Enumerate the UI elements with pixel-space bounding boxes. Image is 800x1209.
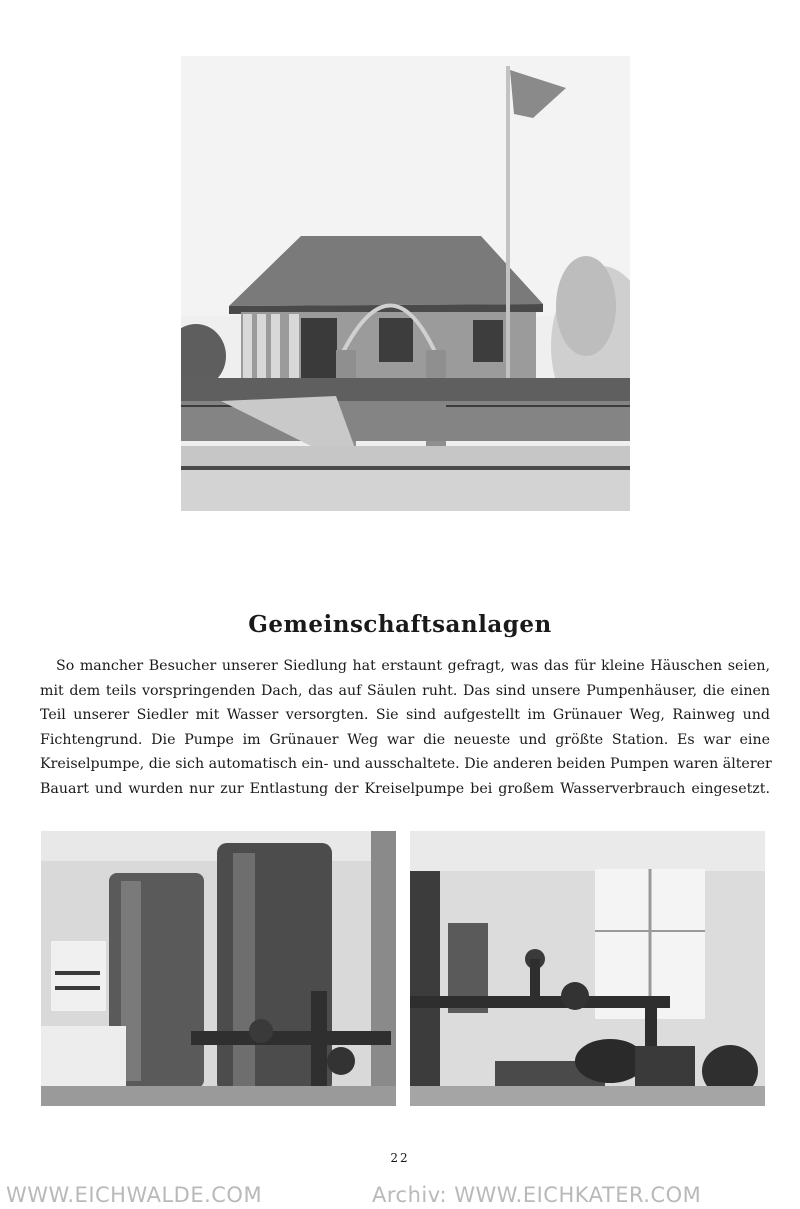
paragraph-line: Fichtengrund. Die Pumpe im Grünauer Weg war die neueste und größte Station. Es war eine bbox=[40, 731, 770, 748]
footer-watermark-left: WWW.EICHWALDE.COM bbox=[6, 1183, 263, 1207]
paragraph-line: mit dem teils vorspringenden Dach, das auf Säulen ruht. Das sind unsere Pumpenhäuser, die einen bbox=[40, 682, 770, 699]
footer-watermark-right: Archiv: WWW.EICHKATER.COM bbox=[372, 1183, 702, 1207]
page-number: 22 bbox=[390, 1151, 410, 1165]
pressure-tanks-image bbox=[41, 831, 396, 1106]
pump-house-image bbox=[181, 56, 630, 511]
centrifugal-pump-photo bbox=[410, 831, 765, 1106]
paragraph-line: Bauart und wurden nur zur Entlastung der Kreiselpumpe bei großem Wasserverbrauch eingesetzt. bbox=[40, 780, 770, 797]
paragraph-line: So mancher Besucher unserer Siedlung hat erstaunt gefragt, was das für kleine Häuschen seien, bbox=[56, 658, 770, 674]
body-paragraph bbox=[40, 654, 770, 802]
paragraph-line: Teil unserer Siedler mit Wasser versorgten. Sie sind aufgestellt im Grünauer Weg, Rainweg und bbox=[40, 707, 770, 724]
pressure-tanks-photo bbox=[41, 831, 396, 1106]
page-title: Gemeinschaftsanlagen bbox=[248, 611, 552, 639]
paragraph-line: Kreiselpumpe, die sich automatisch ein- und ausschaltete. Die anderen beiden Pumpen waren älterer bbox=[40, 756, 772, 773]
pump-house-photo bbox=[181, 56, 630, 511]
centrifugal-pump-image bbox=[410, 831, 765, 1106]
